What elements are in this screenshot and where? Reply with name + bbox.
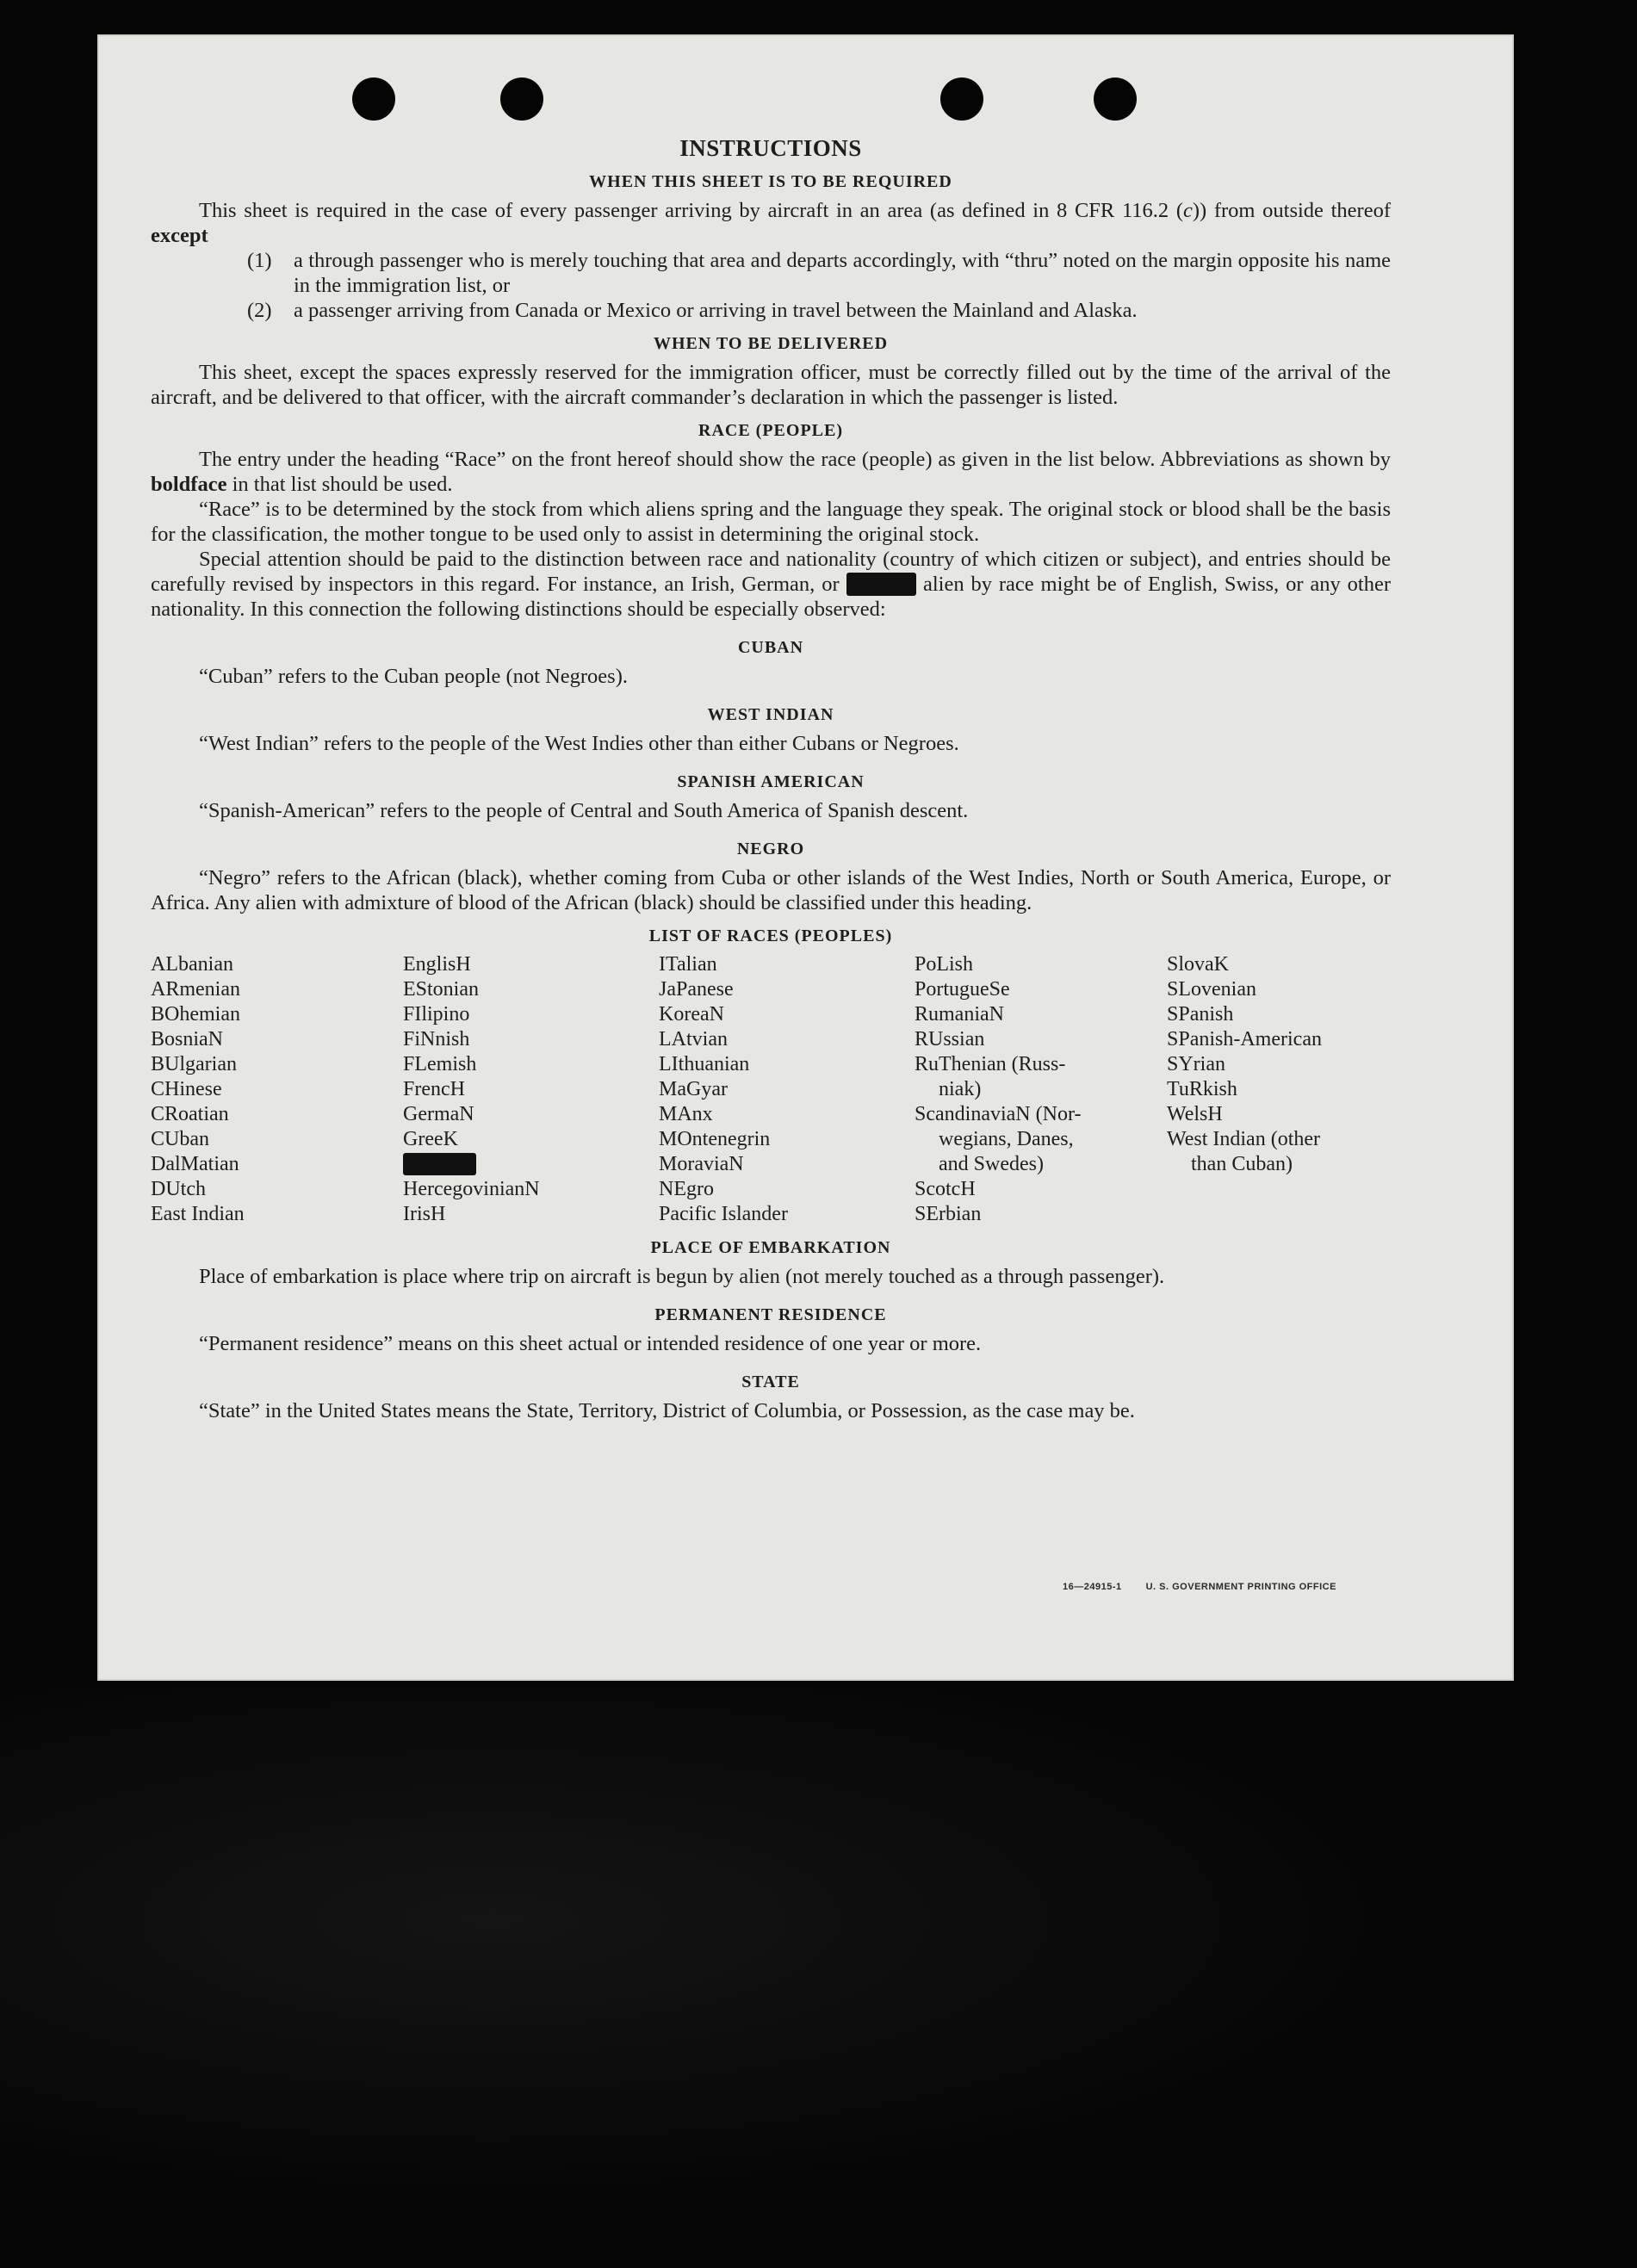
race-item: LAtvian bbox=[659, 1028, 728, 1050]
race-item: MoraviaN bbox=[659, 1153, 744, 1175]
punch-hole bbox=[500, 77, 543, 121]
instructions-body bbox=[151, 136, 1391, 1423]
print-footer bbox=[1063, 1582, 1336, 1592]
race-item: FiNnish bbox=[403, 1028, 470, 1050]
section-heading-residence: PERMANENT RESIDENCE bbox=[654, 1305, 887, 1324]
race-item: WelsH bbox=[1167, 1103, 1223, 1125]
spanish-american-text: “Spanish-American” refers to the people of Central and South America of Spanish descent. bbox=[199, 799, 969, 822]
race-item: MOntenegrin bbox=[659, 1128, 771, 1150]
race-item: SPanish-American bbox=[1167, 1028, 1322, 1050]
race-item: DalMatian bbox=[151, 1153, 239, 1175]
section-heading-required: WHEN THIS SHEET IS TO BE REQUIRED bbox=[589, 172, 952, 191]
race-item: EnglisH bbox=[403, 953, 471, 976]
race-column bbox=[1167, 952, 1391, 1227]
redacted-race: HebreW bbox=[405, 1153, 475, 1175]
section-heading-state: STATE bbox=[741, 1373, 800, 1391]
race-item: NEgro bbox=[659, 1178, 714, 1200]
punch-hole bbox=[352, 77, 395, 121]
race-column bbox=[403, 952, 659, 1227]
section-heading-spanish-american: SPANISH AMERICAN bbox=[677, 772, 865, 791]
race-item: PoLish bbox=[915, 953, 974, 976]
section-heading-cuban: CUBAN bbox=[737, 638, 804, 657]
embarkation-text: Place of embarkation is place where trip on aircraft is begun by alien (not merely touched as a through passenger). bbox=[199, 1265, 1165, 1288]
race-item-continued: and Swedes) bbox=[939, 1153, 1044, 1175]
race-item: RuThenian (Russ- bbox=[915, 1053, 1066, 1075]
race-item: FrencH bbox=[403, 1078, 465, 1100]
race-item: BosniaN bbox=[151, 1028, 223, 1050]
race-column bbox=[659, 952, 915, 1227]
punch-hole bbox=[1094, 77, 1137, 121]
race-item: SYrian bbox=[1167, 1053, 1225, 1075]
race-item: RUssian bbox=[915, 1028, 985, 1050]
state-text: “State” in the United States means the State, Territory, District of Columbia, or Possession, as the case may be. bbox=[199, 1399, 1135, 1422]
race-item: East Indian bbox=[151, 1203, 245, 1225]
race-item: GreeK bbox=[403, 1128, 458, 1150]
race-item: FLemish bbox=[403, 1053, 477, 1075]
race-item: LIthuanian bbox=[659, 1053, 750, 1075]
race-item-continued: than Cuban) bbox=[1191, 1153, 1293, 1175]
scan-background bbox=[0, 1688, 1637, 2268]
race-item: GermaN bbox=[403, 1103, 474, 1125]
race-item: SErbian bbox=[915, 1203, 982, 1225]
race-item: ScandinaviaN (Nor- bbox=[915, 1103, 1082, 1125]
race-item: RumaniaN bbox=[915, 1003, 1004, 1026]
west-indian-text: “West Indian” refers to the people of the West Indies other than either Cubans or Negroes. bbox=[199, 732, 959, 755]
race-item: JaPanese bbox=[659, 978, 734, 1001]
section-heading-negro: NEGRO bbox=[736, 840, 805, 858]
race-item: TuRkish bbox=[1167, 1078, 1237, 1100]
printer-imprint: U. S. GOVERNMENT PRINTING OFFICE bbox=[1145, 1582, 1336, 1592]
race-column bbox=[151, 952, 403, 1227]
race-item bbox=[403, 1152, 659, 1177]
race-item-continued: niak) bbox=[939, 1078, 982, 1100]
race-item: IrisH bbox=[403, 1203, 446, 1225]
race-item: SLovenian bbox=[1167, 978, 1256, 1001]
race-paragraph-3: Special attention should be paid to the distinction between race and nationality (country of which citizen or subject), and entries should be carefully revised by inspectors in this regard. For instance, an Irish, German, or Hebrew alien by race might be of English, Swiss, or any other nationality. In this connection the following distinctions should be especially observed: bbox=[151, 548, 1391, 621]
race-item: MaGyar bbox=[659, 1078, 728, 1100]
negro-text: “Negro” refers to the African (black), whether coming from Cuba or other islands of the West Indies, North or South America, Europe, or Africa. Any alien with admixture of blood of the African (black) should be classified under this heading. bbox=[151, 866, 1391, 914]
race-item: KoreaN bbox=[659, 1003, 724, 1026]
race-item: ALbanian bbox=[151, 953, 233, 976]
residence-text: “Permanent residence” means on this sheet actual or intended residence of one year or more. bbox=[199, 1332, 982, 1355]
race-list bbox=[151, 952, 1391, 1227]
section-heading-races: LIST OF RACES (PEOPLES) bbox=[648, 926, 893, 945]
race-paragraph-2: “Race” is to be determined by the stock from which aliens spring and the language they speak. The original stock or blood shall be the basis for the classification, the mother tongue to be used only to assist in determining the original stock. bbox=[151, 498, 1391, 546]
race-item: HercegovinianN bbox=[403, 1178, 540, 1200]
race-item: SPanish bbox=[1167, 1003, 1234, 1026]
race-item: MAnx bbox=[659, 1103, 713, 1125]
race-item: West Indian (other bbox=[1167, 1128, 1321, 1150]
section-heading-west-indian: WEST INDIAN bbox=[707, 705, 834, 724]
race-item: ScotcH bbox=[915, 1178, 976, 1200]
race-column bbox=[915, 952, 1167, 1227]
cuban-text: “Cuban” refers to the Cuban people (not Negroes). bbox=[199, 665, 628, 688]
race-item: CHinese bbox=[151, 1078, 222, 1100]
redacted-word: Hebrew bbox=[847, 573, 915, 596]
race-item: FIlipino bbox=[403, 1003, 470, 1026]
race-item: EStonian bbox=[403, 978, 479, 1001]
form-code: 16—24915-1 bbox=[1063, 1582, 1122, 1592]
required-intro: This sheet is required in the case of every passenger arriving by aircraft in an area (as defined in 8 CFR 116.2 (c)) from outside thereof except bbox=[151, 199, 1391, 247]
race-item-continued: wegians, Danes, bbox=[939, 1128, 1074, 1150]
race-paragraph-1: The entry under the heading “Race” on the front hereof should show the race (people) as given in the list below. Abbreviations as shown by boldface in that list should be used. bbox=[151, 448, 1391, 496]
race-item: CRoatian bbox=[151, 1103, 229, 1125]
race-item: PortugueSe bbox=[915, 978, 1010, 1001]
section-heading-race: RACE (PEOPLE) bbox=[698, 421, 843, 440]
race-item: ITalian bbox=[659, 953, 717, 976]
race-item: BUlgarian bbox=[151, 1053, 237, 1075]
page-title: INSTRUCTIONS bbox=[679, 135, 862, 161]
exception-item: (1) a through passenger who is merely touching that area and departs accordingly, with “thru” noted on the margin opposite his name in the immigration list, or bbox=[247, 249, 1391, 297]
race-item: SlovaK bbox=[1167, 953, 1229, 976]
section-heading-embarkation: PLACE OF EMBARKATION bbox=[650, 1238, 891, 1257]
delivered-text: This sheet, except the spaces expressly reserved for the immigration officer, must be correctly filled out by the time of the arrival of the aircraft, and be delivered to that officer, with the aircraft commander’s declaration in which the passenger is listed. bbox=[151, 361, 1391, 409]
exception-item: (2) a passenger arriving from Canada or Mexico or arriving in travel between the Mainland and Alaska. bbox=[247, 299, 1138, 322]
race-item: Pacific Islander bbox=[659, 1203, 788, 1225]
section-heading-delivered: WHEN TO BE DELIVERED bbox=[653, 334, 889, 353]
punch-hole bbox=[940, 77, 983, 121]
document-page bbox=[97, 34, 1514, 1681]
race-item: BOhemian bbox=[151, 1003, 240, 1026]
race-item: ARmenian bbox=[151, 978, 240, 1001]
race-item: DUtch bbox=[151, 1178, 206, 1200]
race-item: CUban bbox=[151, 1128, 209, 1150]
